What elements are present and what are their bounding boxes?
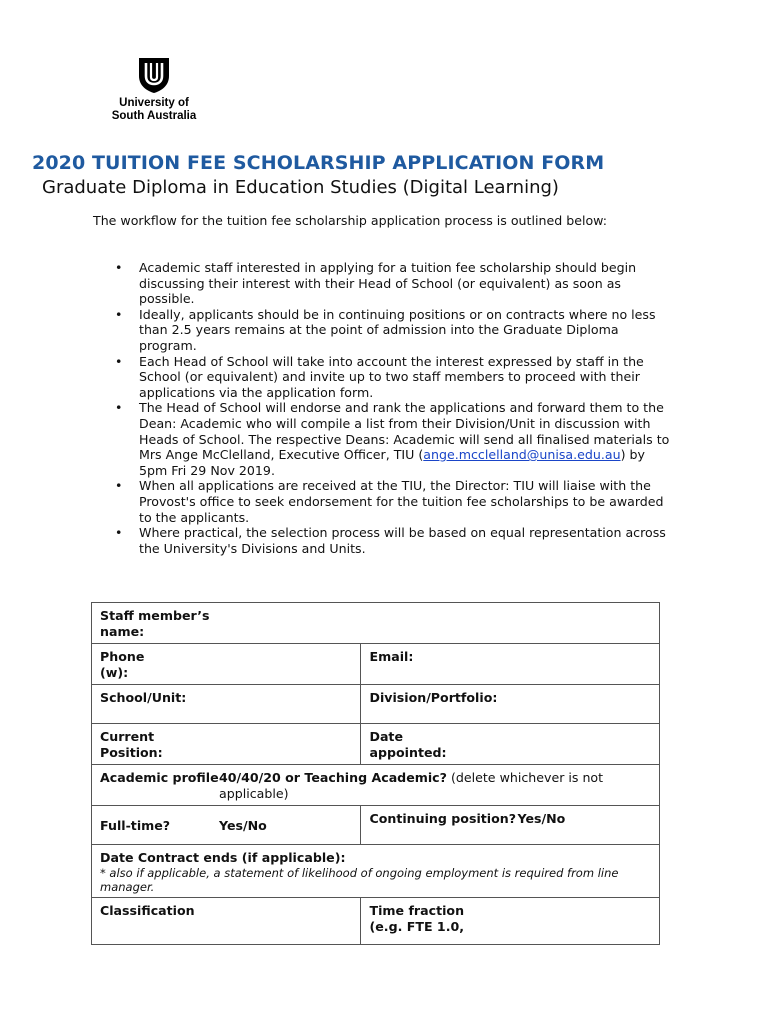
logo-line-2: South Australia: [111, 110, 197, 122]
bullet-icon: •: [115, 353, 123, 369]
academic-profile-field[interactable]: Academic profile 40/40/20 or Teaching Academic? (delete whichever is not applicable): [92, 765, 660, 806]
unisa-shield-icon: [137, 56, 171, 94]
time-fraction-field[interactable]: Time fraction (e.g. FTE 1.0,: [361, 898, 660, 945]
bullet-icon: •: [115, 478, 123, 494]
continuing-position-field[interactable]: Continuing position? Yes/No: [361, 806, 660, 845]
list-item: • Each Head of School will take into account the interest expressed by staff in the School (or equivalent) and invite up to two staff members to proceed with their applications via the application form.: [115, 353, 644, 400]
list-item: • The Head of School will endorse and rank the applications and forward them to the Dean: Academic who will compile a list from their Division/Unit in discussion with Heads of School. The respective Deans: Academic will send all finalised materials to Mrs Ange McClelland, Executive Officer, TIU (ange.mcclelland@unisa.edu.au) by 5pm Fri 29 Nov 2019.: [115, 400, 670, 478]
academic-profile-value[interactable]: 40/40/20 or Teaching Academic? (delete whichever is not applicable): [219, 770, 604, 801]
email-link[interactable]: ange.mcclelland@unisa.edu.au: [423, 447, 621, 463]
university-logo: [104, 56, 204, 123]
school-field[interactable]: School/Unit:: [92, 685, 361, 724]
list-item: • Academic staff interested in applying for a tuition fee scholarship should begin discussing their interest with their Head of School (or equivalent) as soon as possible.: [115, 260, 637, 307]
full-time-field[interactable]: Full-time? Yes/No: [92, 806, 361, 845]
list-item: • Where practical, the selection process will be based on equal representation across the University's Divisions and Units.: [115, 525, 666, 556]
bullet-icon: •: [115, 306, 123, 322]
email-field[interactable]: Email:: [361, 644, 660, 685]
bullet-icon: •: [115, 400, 123, 416]
current-position-field[interactable]: Current Position:: [92, 724, 361, 765]
continuing-value[interactable]: Yes/No: [517, 811, 566, 826]
bullet-icon: •: [115, 260, 123, 275]
application-form-table: [91, 602, 660, 945]
workflow-list: [93, 260, 673, 556]
full-time-value[interactable]: Yes/No: [219, 818, 267, 833]
list-item: • When all applications are received at the TIU, the Director: TIU will liaise with the Provost's office to seek endorsement for the tuition fee scholarships to be awarded to the applicants.: [115, 478, 664, 525]
page-subtitle: Graduate Diploma in Education Studies (Digital Learning): [42, 177, 559, 198]
division-field[interactable]: Division/Portfolio:: [361, 685, 660, 724]
phone-field[interactable]: Phone (w):: [92, 644, 361, 685]
list-item: • Ideally, applicants should be in continuing positions or on contracts where no less than 2.5 years remains at the point of admission into the Graduate Diploma program.: [115, 306, 656, 353]
staff-name-field[interactable]: Staff member’s name:: [92, 603, 660, 644]
bullet-icon: •: [115, 525, 123, 541]
contract-end-field[interactable]: Date Contract ends (if applicable): * also if applicable, a statement of likelihood of ongoing employment is required from line manager.: [92, 845, 660, 898]
classification-field[interactable]: Classification: [92, 898, 361, 945]
logo-text: [104, 97, 204, 123]
logo-line-1: University of: [119, 97, 189, 109]
date-appointed-field[interactable]: Date appointed:: [361, 724, 660, 765]
intro-text: The workflow for the tuition fee scholarship application process is outlined below:: [93, 213, 608, 228]
page-title: 2020 TUITION FEE SCHOLARSHIP APPLICATION FORM: [32, 152, 605, 174]
contract-note: * also if applicable, a statement of likelihood of ongoing employment is required from line manager.: [100, 866, 619, 894]
